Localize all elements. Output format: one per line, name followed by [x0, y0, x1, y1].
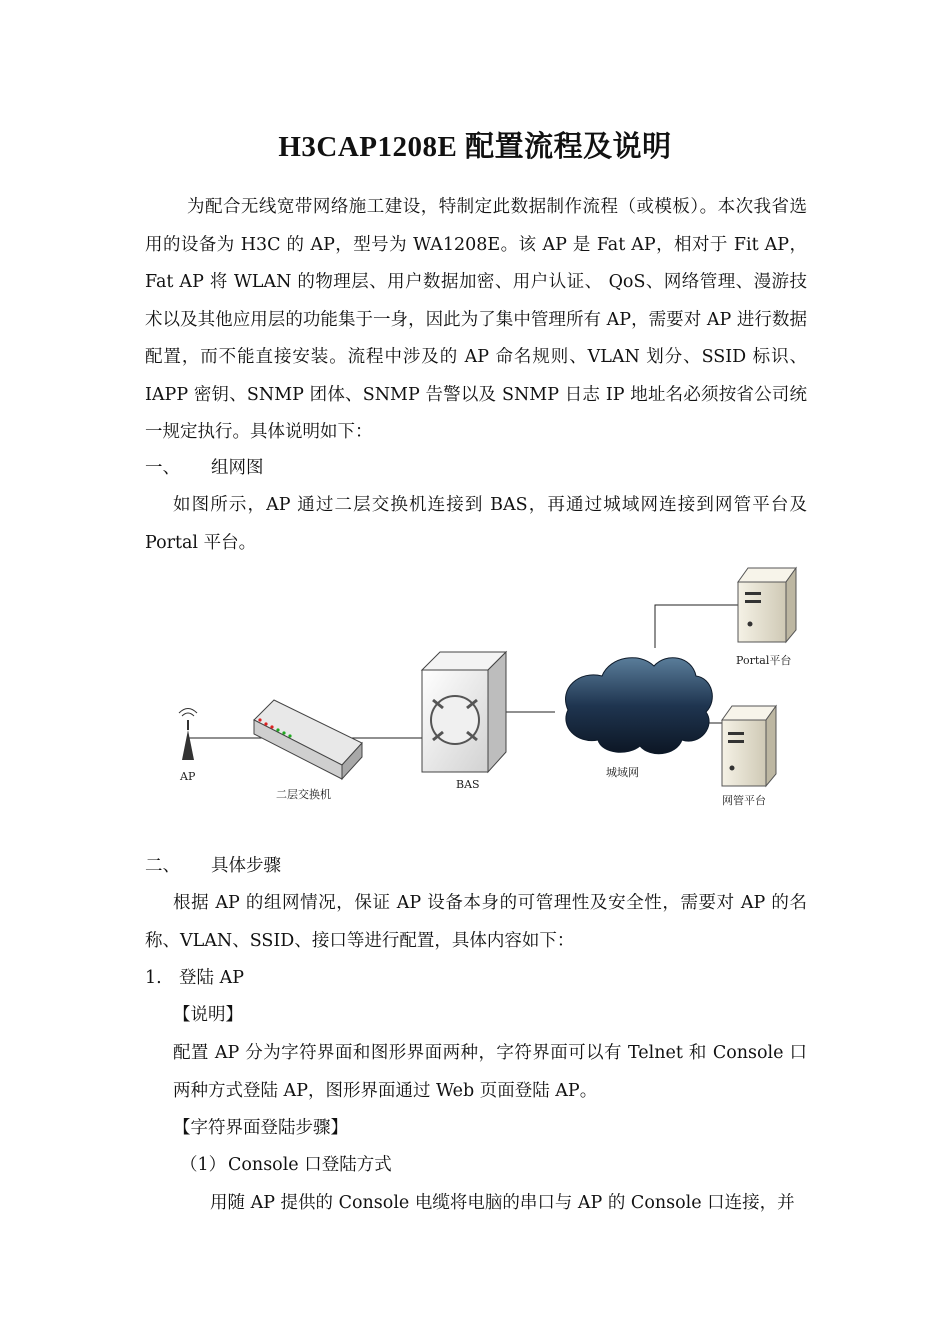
portal-server-icon	[738, 568, 796, 642]
metro-label: 城域网	[606, 766, 639, 779]
switch-label: 二层交换机	[276, 788, 331, 801]
section2-paragraph: 根据 AP 的组网情况，保证 AP 设备本身的可管理性及安全性，需要对 AP 的名称、VLAN、SSID、接口等进行配置，具体内容如下：	[145, 893, 807, 951]
cli-login-label: 【字符界面登陆步骤】	[173, 1118, 348, 1138]
section-heading-1	[145, 450, 264, 488]
section-heading-2	[145, 848, 281, 886]
ap-label: AP	[180, 770, 196, 783]
bas-label: BAS	[456, 778, 480, 791]
portal-label: Portal平台	[736, 654, 792, 667]
step-title: 登陆 AP	[179, 968, 244, 988]
switch-icon	[254, 700, 362, 779]
section-title: 组网图	[211, 458, 264, 478]
cloud-icon	[566, 658, 713, 754]
nms-label: 网管平台	[722, 794, 766, 807]
sub-step-1-heading	[180, 1147, 814, 1185]
nms-server-icon	[722, 706, 776, 786]
note-paragraph: 配置 AP 分为字符界面和图形界面两种，字符界面可以有 Telnet 和 Console 口两种方式登陆 AP，图形界面通过 Web 页面登陆 AP。	[173, 1043, 807, 1101]
section-number: 二、	[145, 856, 180, 876]
note-label: 【说明】	[173, 1005, 243, 1025]
step-number: 1.	[145, 968, 162, 988]
network-diagram	[150, 560, 830, 820]
ap-antenna-icon	[179, 709, 197, 761]
sub-step-number: （1）	[180, 1155, 227, 1175]
intro-paragraph: 为配合无线宽带网络施工建设，特制定此数据制作流程（或模板）。本次我省选用的设备为 H3C 的 AP，型号为 WA1208E。该 AP 是 Fat AP，相对于 Fit AP，Fat AP 将 WLAN 的物理层、用户数据加密、用户认证、 QoS、网络管理、漫游技术以及其他应用层的功能集于一身，因此为了集中管理所有 AP，需要对 AP 进行数据配置，而不能直接安装。流程中涉及的 AP 命名规则、VLAN 划分、SSID 标识、IAPP 密钥、SNMP 团体、SNMP 告警以及 SNMP 日志 IP 地址名必须按省公司统一规定执行。具体说明如下：	[145, 197, 807, 442]
page-title: H3CAP1208E 配置流程及说明	[278, 131, 672, 163]
section-number: 一、	[145, 458, 180, 478]
step-1-heading	[145, 960, 244, 998]
section-title: 具体步骤	[211, 856, 281, 876]
sub-step-1-paragraph: 用随 AP 提供的 Console 电缆将电脑的串口与 AP 的 Console 口连接，并	[210, 1193, 795, 1213]
section1-paragraph: 如图所示，AP 通过二层交换机连接到 BAS，再通过城域网连接到网管平台及 Portal 平台。	[145, 495, 807, 553]
sub-step-title: Console 口登陆方式	[228, 1155, 392, 1175]
bas-icon	[422, 652, 506, 772]
